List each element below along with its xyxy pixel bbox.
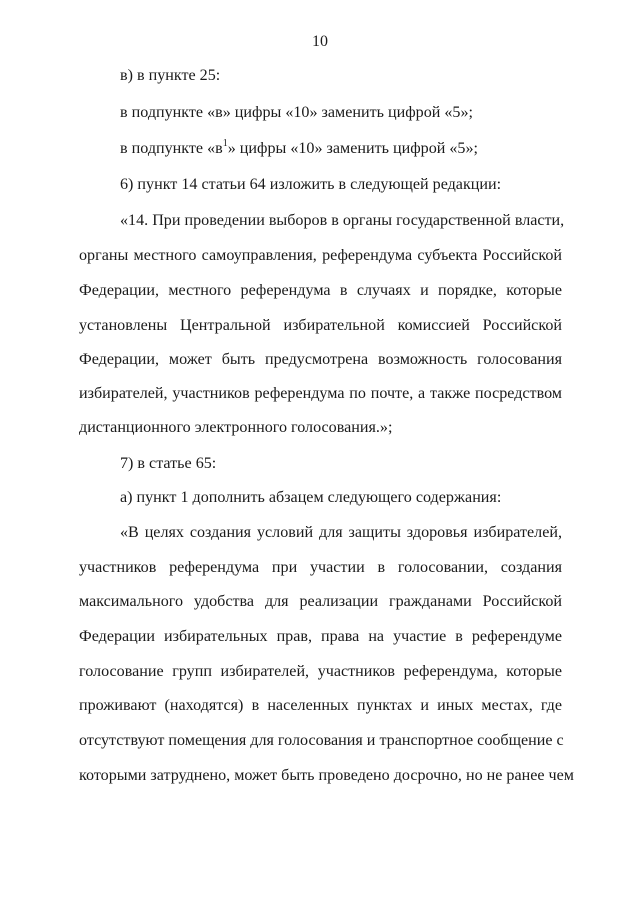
text-line: проживают (находятся) в населенных пунктах и иных местах, где	[79, 697, 562, 714]
text-line: избирателей, участников референдума по почте, а также посредством	[79, 385, 562, 402]
text-line: а) пункт 1 дополнить абзацем следующего содержания:	[120, 489, 502, 506]
superscript: 1	[222, 138, 228, 149]
text-line: установлены Центральной избирательной комиссией Российской	[79, 317, 562, 334]
text-line	[120, 139, 562, 159]
text-line: в) в пункте 25:	[120, 67, 221, 84]
text-line: дистанционного электронного голосования.»;	[79, 419, 393, 436]
text-line: органы местного самоуправления, референдума субъекта Российской	[79, 247, 562, 264]
text-line: Федерации, может быть предусмотрена возможность голосования	[79, 351, 562, 368]
text-fragment: в подпункте «в	[120, 140, 223, 157]
text-line: «В целях создания условий для защиты здоровья избирателей,	[120, 524, 562, 541]
page-number: 10	[312, 33, 328, 50]
text-fragment: » цифры «10» заменить цифрой «5»;	[227, 140, 478, 157]
text-line: «14. При проведении выборов в органы государственной власти,	[120, 212, 565, 229]
text-line: в подпункте «в» цифры «10» заменить цифрой «5»;	[120, 104, 473, 121]
text-line: 6) пункт 14 статьи 64 изложить в следующей редакции:	[120, 176, 502, 193]
text-line: максимального удобства для реализации гражданами Российской	[79, 593, 562, 610]
text-line: голосование групп избирателей, участников референдума, которые	[79, 663, 562, 680]
text-line: Федерации, местного референдума в случаях и порядке, которые	[79, 282, 562, 299]
text-line: которыми затруднено, может быть проведено досрочно, но не ранее чем	[79, 767, 574, 784]
text-line: 7) в статье 65:	[120, 455, 217, 472]
text-line: Федерации избирательных прав, права на участие в референдуме	[79, 628, 562, 645]
text-line: отсутствуют помещения для голосования и транспортное сообщение с	[79, 732, 564, 749]
text-line: участников референдума при участии в голосовании, создания	[79, 559, 562, 576]
